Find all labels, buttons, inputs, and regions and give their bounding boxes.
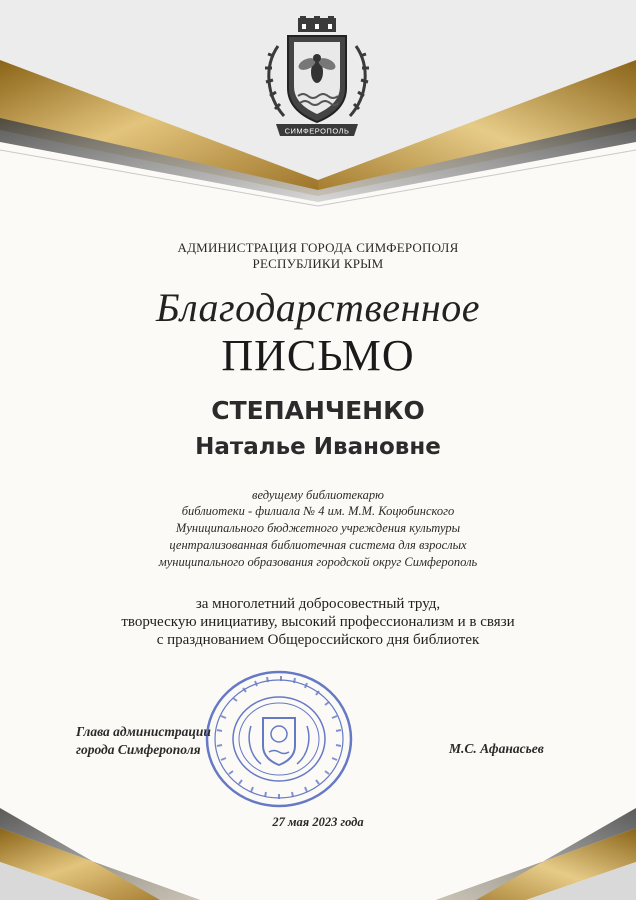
position-line: централизованная библиотечная система для взрослых [169, 538, 467, 552]
official-stamp-seal [203, 668, 355, 810]
title-script: Благодарственное [155, 285, 481, 330]
recipient-name: Наталье Ивановне [195, 434, 441, 460]
issue-date: 27 мая 2023 года [272, 815, 364, 829]
position-line: ведущему библиотекарю [252, 488, 384, 502]
signatory-name: М.С. Афанасьев [449, 741, 544, 756]
reason-line: творческую инициативу, высокий профессионализм и в связи [121, 614, 515, 630]
city-coat-of-arms [262, 16, 372, 142]
position-line: муниципального образования городской округ Симферополь [158, 555, 478, 569]
reason-line: с празднованием Общероссийского дня библиотек [156, 632, 480, 648]
signatory-title-line2: города Симферополя [76, 742, 201, 757]
position-line: библиотеки - филиала № 4 им. М.М. Коцюбинского [181, 504, 455, 518]
issuer-line2: РЕСПУБЛИКИ КРЫМ [252, 256, 384, 271]
emblem-city-ribbon: СИМФЕРОПОЛЬ [284, 126, 350, 136]
issuer-line1: АДМИНИСТРАЦИЯ ГОРОДА СИМФЕРОПОЛЯ [177, 240, 459, 255]
position-line: Муниципального бюджетного учреждения культуры [175, 521, 461, 535]
recipient-surname: СТЕПАНЧЕНКО [211, 396, 425, 425]
reason-line: за многолетний добросовестный труд, [195, 596, 441, 612]
signatory-title-line1: Глава администрации [76, 724, 211, 739]
title-main: ПИСЬМО [221, 331, 415, 380]
